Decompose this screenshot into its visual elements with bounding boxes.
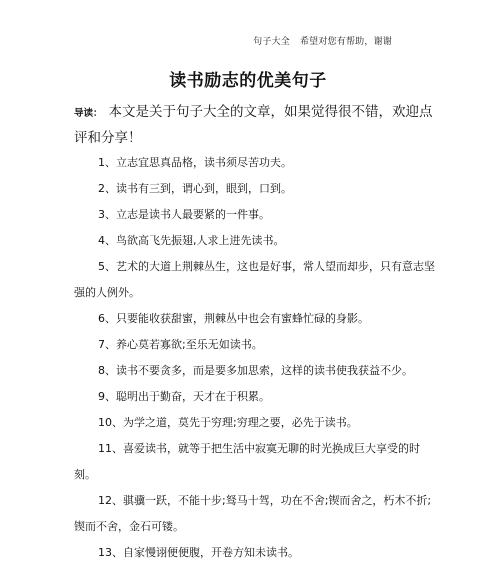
quote-item: 1、立志宜思真品格，读书须尽苦功夫。 <box>98 156 292 169</box>
quote-item: 5、艺术的大道上荆棘丛生，这也是好事，常人望而却步，只有意志坚强的人例外。 <box>74 260 435 299</box>
quote-item: 11、喜爱读书，就等于把生活中寂寞无聊的时光换成巨大享受的时刻。 <box>74 442 420 481</box>
page-title: 读书励志的优美句子 <box>169 71 327 91</box>
quote-item: 10、为学之道，莫先于穷理;穷理之要，必先于读书。 <box>98 416 358 429</box>
quote-item: 3、立志是读书人最要紧的一件事。 <box>98 208 270 221</box>
quote-item: 7、养心莫若寡欲;至乐无如读书。 <box>98 338 263 351</box>
intro-label: 导读： <box>74 108 103 119</box>
quote-item: 9、聪明出于勤奋，天才在于积累。 <box>98 390 270 403</box>
intro-paragraph <box>74 100 434 151</box>
quote-list <box>74 150 436 566</box>
intro-text: 本文是关于句子大全的文章，如果觉得很不错，欢迎点评和分享！ <box>74 104 433 146</box>
quote-item: 4、鸟欲高飞先振翅,人求上进先读书。 <box>98 234 285 247</box>
quote-item: 13、自家慢诩便便腹，开卷方知未读书。 <box>98 546 299 559</box>
quote-item: 6、只要能收获甜蜜，荆棘丛中也会有蜜蜂忙碌的身影。 <box>98 312 369 325</box>
quote-item: 2、读书有三到，谓心到，眼到，口到。 <box>98 182 292 195</box>
header-right-text: 希望对您有帮助，谢谢 <box>299 37 392 47</box>
header-left-text: 句子大全 <box>253 37 290 47</box>
quote-item: 8、读书不要贪多，而是要多加思索，这样的读书使我获益不少。 <box>98 364 413 377</box>
page-header <box>253 34 392 47</box>
quote-item: 12、骐骥一跃，不能十步;驽马十驾，功在不舍;锲而舍之，朽木不折;锲而不舍，金石可镂。 <box>74 494 432 533</box>
